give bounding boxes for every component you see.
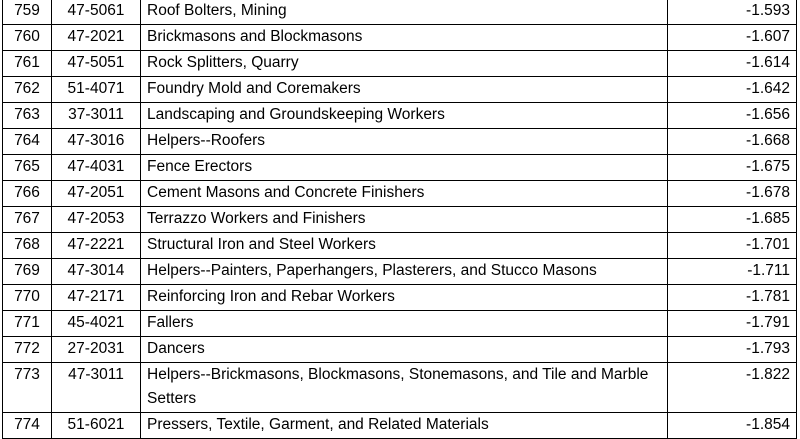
rank-cell: 768 [3, 233, 52, 259]
rank-cell: 773 [3, 363, 52, 413]
score-cell: -1.614 [668, 51, 797, 77]
score-cell: -1.701 [668, 233, 797, 259]
table-row [3, 259, 797, 285]
table-row [3, 285, 797, 311]
table-row [3, 337, 797, 363]
score-cell: -1.781 [668, 285, 797, 311]
score-cell: -1.793 [668, 337, 797, 363]
occupation-title-cell: Fence Erectors [141, 155, 668, 181]
occupation-title-cell: Pressers, Textile, Garment, and Related Materials [141, 413, 668, 439]
soc-code-cell: 47-3011 [52, 363, 141, 413]
rank-cell: 772 [3, 337, 52, 363]
rank-cell: 771 [3, 311, 52, 337]
occupation-title-cell: Fallers [141, 311, 668, 337]
soc-code-cell: 47-3014 [52, 259, 141, 285]
occupation-title-cell: Helpers--Painters, Paperhangers, Plasterers, and Stucco Masons [141, 259, 668, 285]
occupation-table [2, 0, 797, 439]
soc-code-cell: 47-3016 [52, 129, 141, 155]
soc-code-cell: 47-4031 [52, 155, 141, 181]
table-row [3, 413, 797, 439]
score-cell: -1.607 [668, 25, 797, 51]
table-row [3, 207, 797, 233]
occupation-title-cell: Structural Iron and Steel Workers [141, 233, 668, 259]
rank-cell: 760 [3, 25, 52, 51]
score-cell: -1.822 [668, 363, 797, 413]
soc-code-cell: 47-2021 [52, 25, 141, 51]
table-row [3, 25, 797, 51]
score-cell: -1.656 [668, 103, 797, 129]
occupation-title-cell: Landscaping and Groundskeeping Workers [141, 103, 668, 129]
rank-cell: 761 [3, 51, 52, 77]
score-cell: -1.711 [668, 259, 797, 285]
table-row [3, 155, 797, 181]
score-cell: -1.791 [668, 311, 797, 337]
table-row [3, 129, 797, 155]
score-cell: -1.675 [668, 155, 797, 181]
occupation-title-cell: Terrazzo Workers and Finishers [141, 207, 668, 233]
soc-code-cell: 47-5051 [52, 51, 141, 77]
soc-code-cell: 51-6021 [52, 413, 141, 439]
score-cell: -1.593 [668, 0, 797, 25]
rank-cell: 774 [3, 413, 52, 439]
soc-code-cell: 51-4071 [52, 77, 141, 103]
rank-cell: 763 [3, 103, 52, 129]
soc-code-cell: 37-3011 [52, 103, 141, 129]
rank-cell: 765 [3, 155, 52, 181]
table-row [3, 233, 797, 259]
occupation-title-cell: Dancers [141, 337, 668, 363]
rank-cell: 759 [3, 0, 52, 25]
rank-cell: 762 [3, 77, 52, 103]
table-row [3, 77, 797, 103]
table-row [3, 0, 797, 25]
rank-cell: 764 [3, 129, 52, 155]
soc-code-cell: 27-2031 [52, 337, 141, 363]
occupation-title-cell: Cement Masons and Concrete Finishers [141, 181, 668, 207]
rank-cell: 769 [3, 259, 52, 285]
score-cell: -1.642 [668, 77, 797, 103]
score-cell: -1.668 [668, 129, 797, 155]
table-row [3, 363, 797, 413]
rank-cell: 770 [3, 285, 52, 311]
occupation-title-cell: Roof Bolters, Mining [141, 0, 668, 25]
score-cell: -1.678 [668, 181, 797, 207]
score-cell: -1.854 [668, 413, 797, 439]
occupation-title-cell: Reinforcing Iron and Rebar Workers [141, 285, 668, 311]
table-row [3, 181, 797, 207]
table-row [3, 311, 797, 337]
score-cell: -1.685 [668, 207, 797, 233]
occupation-title-cell: Helpers--Roofers [141, 129, 668, 155]
soc-code-cell: 47-2053 [52, 207, 141, 233]
occupation-title-cell: Brickmasons and Blockmasons [141, 25, 668, 51]
soc-code-cell: 47-2221 [52, 233, 141, 259]
table-row [3, 103, 797, 129]
soc-code-cell: 45-4021 [52, 311, 141, 337]
soc-code-cell: 47-2051 [52, 181, 141, 207]
rank-cell: 767 [3, 207, 52, 233]
table-row [3, 51, 797, 77]
soc-code-cell: 47-2171 [52, 285, 141, 311]
rank-cell: 766 [3, 181, 52, 207]
soc-code-cell: 47-5061 [52, 0, 141, 25]
occupation-title-cell: Foundry Mold and Coremakers [141, 77, 668, 103]
occupation-title-cell: Helpers--Brickmasons, Blockmasons, Stonemasons, and Tile and Marble Setters [141, 363, 668, 413]
occupation-title-cell: Rock Splitters, Quarry [141, 51, 668, 77]
